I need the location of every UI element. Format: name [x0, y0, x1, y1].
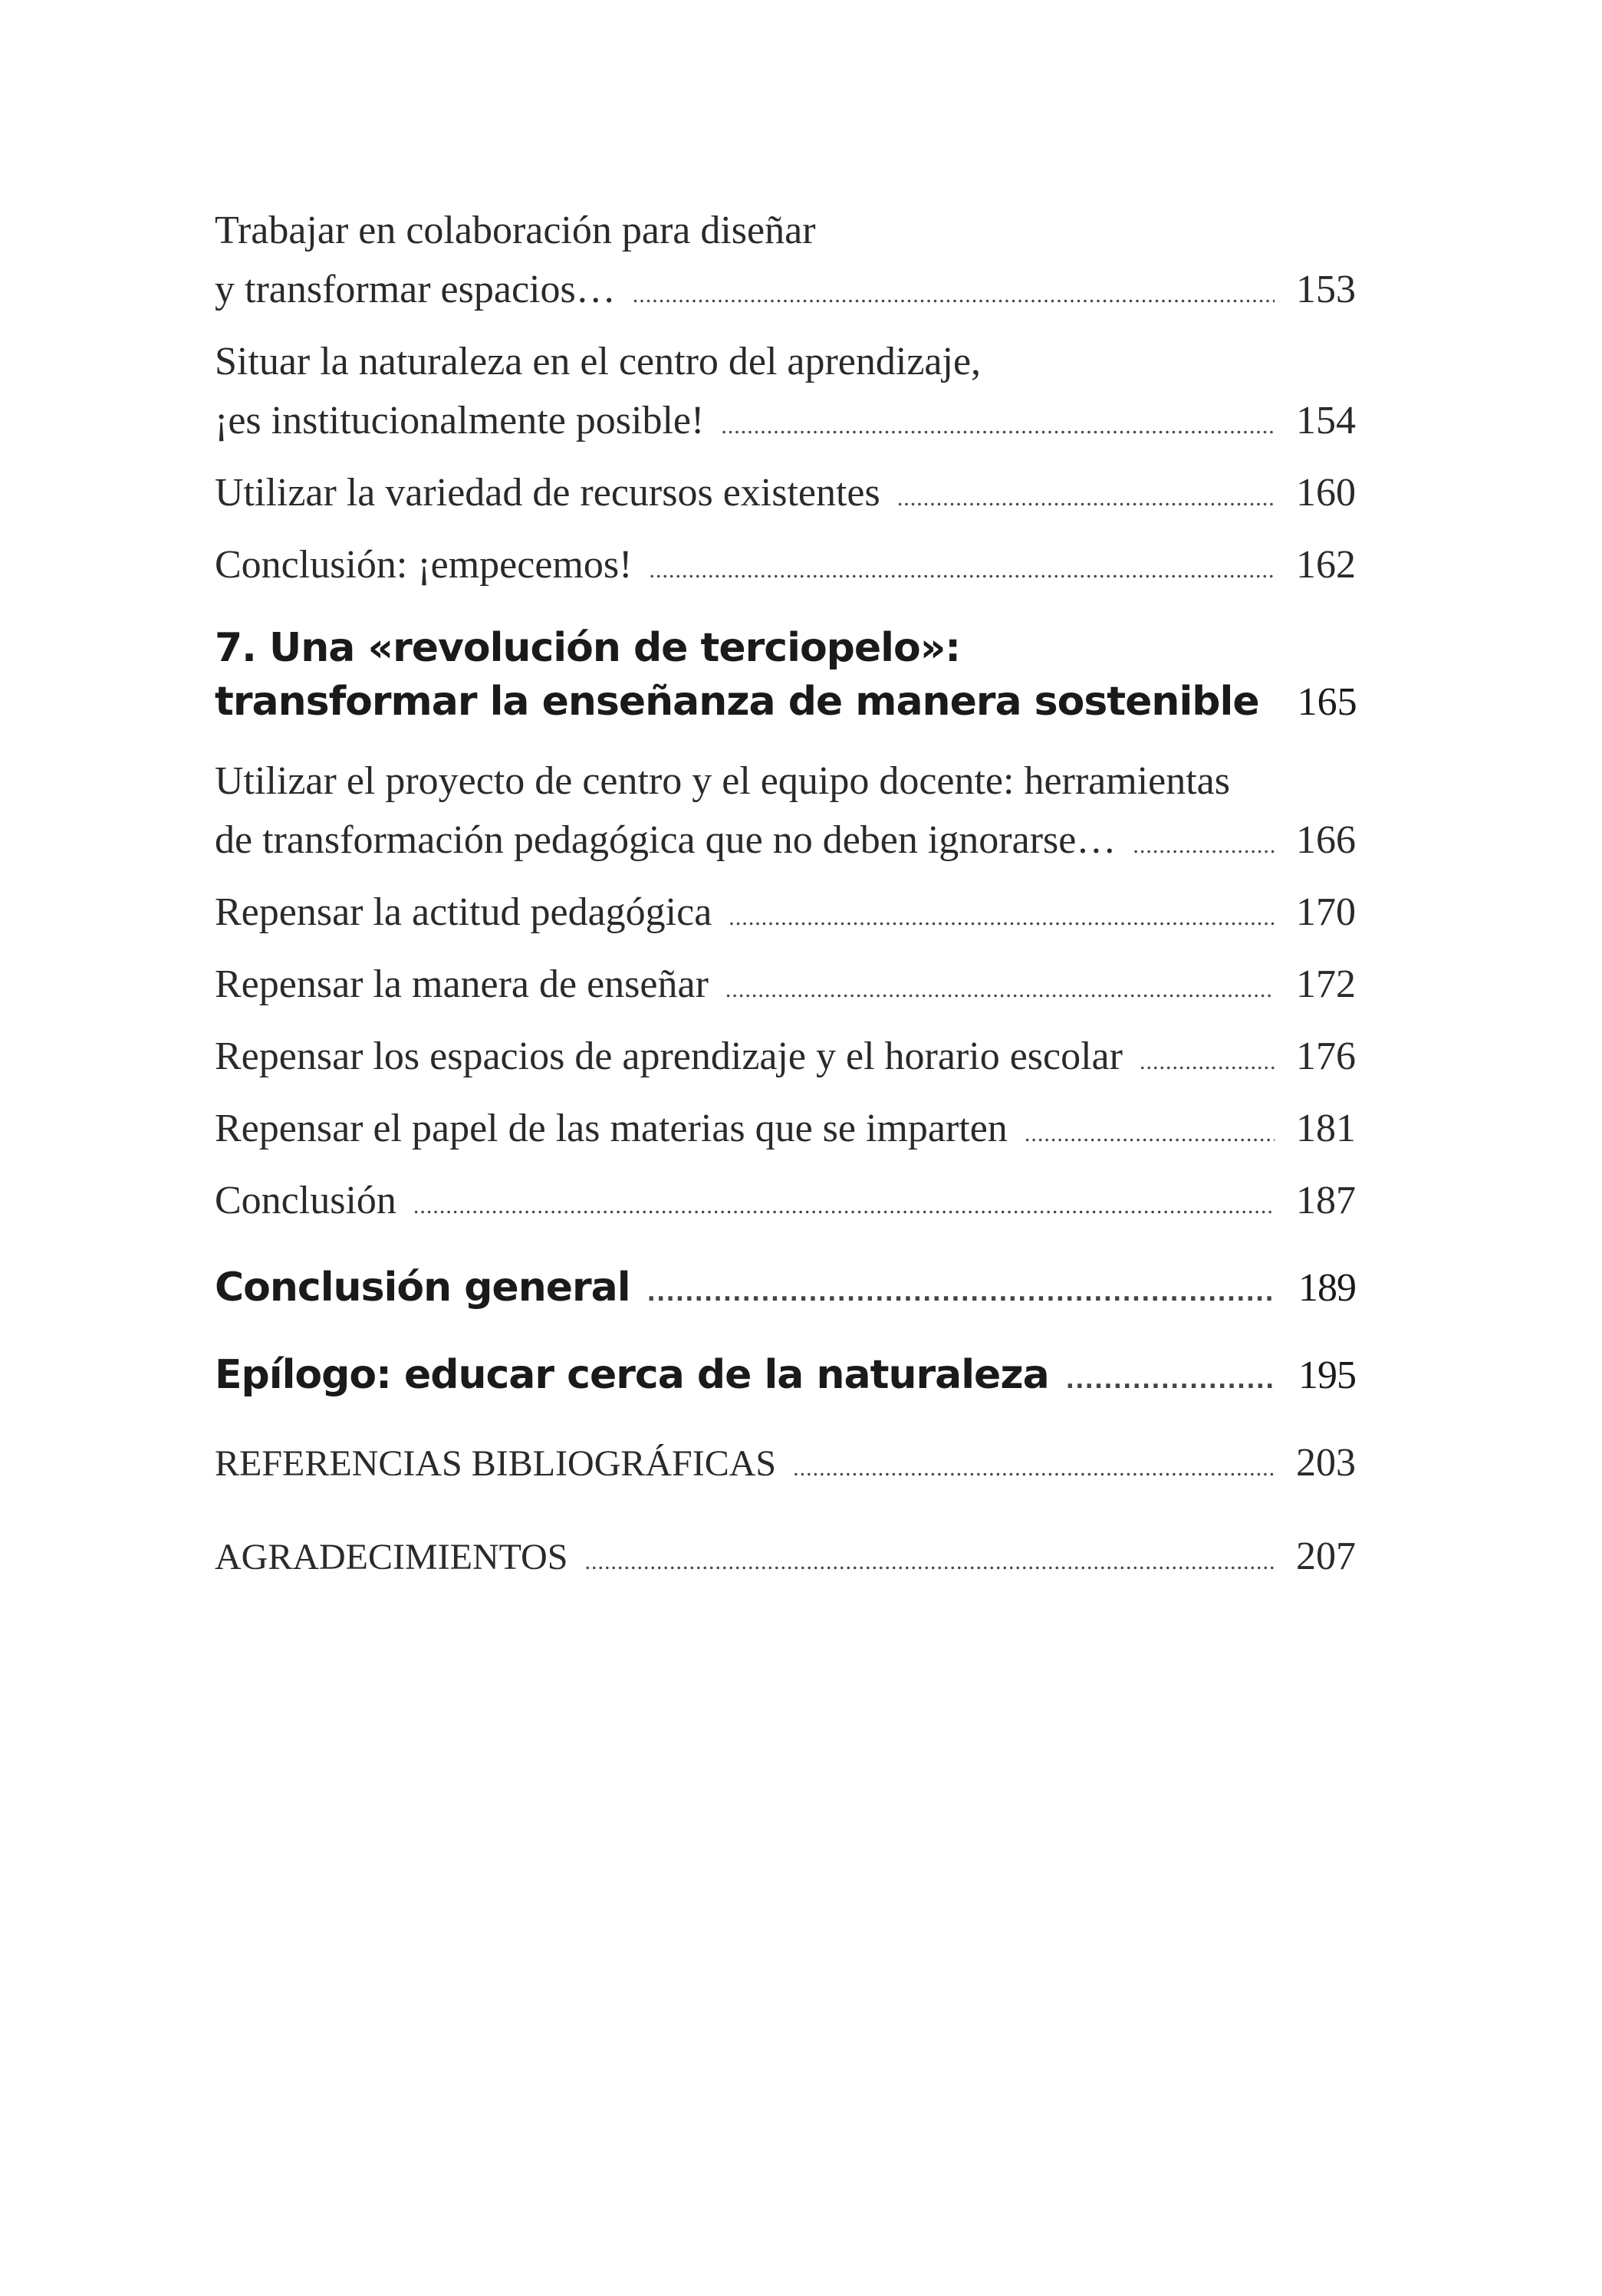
dot-leader	[413, 1176, 1275, 1235]
dot-leader	[633, 265, 1275, 324]
toc-entry-title: Repensar la actitud pedagógica	[215, 890, 712, 934]
major-heading-conclusion	[215, 1258, 1356, 1323]
dot-leader	[647, 1264, 1275, 1323]
toc-entry-title: ¡es institucionalmente posible!	[215, 399, 705, 442]
major-heading-title: Conclusión general	[215, 1265, 630, 1311]
toc-entry	[215, 955, 1356, 1019]
toc-entry-agradecimientos	[215, 1527, 1356, 1591]
toc-entry-title-line1: Situar la naturaleza en el centro del aprendizaje,	[215, 340, 982, 383]
toc-entry	[215, 752, 1356, 875]
toc-entry	[215, 332, 1356, 456]
page-number: 203	[1296, 1441, 1356, 1485]
toc-entry-title: y transformar espacios…	[215, 268, 616, 311]
toc-entry-title: de transformación pedagógica que no deben ignorarse…	[215, 818, 1117, 862]
dot-leader	[725, 960, 1275, 1019]
page-number: 172	[1296, 962, 1356, 1006]
toc-entry-title: AGRADECIMIENTOS	[215, 1537, 568, 1577]
chapter-title-line2: transformar la enseñanza de manera sostenible	[215, 679, 1259, 725]
toc-entry-title-line1: Utilizar el proyecto de centro y el equipo docente: herramientas	[215, 759, 1230, 803]
toc-entry-title-line1: Trabajar en colaboración para diseñar	[215, 209, 816, 252]
page-number: 166	[1296, 818, 1356, 862]
toc-entry	[215, 1171, 1356, 1235]
page-number: 187	[1296, 1179, 1356, 1222]
dot-leader	[897, 469, 1275, 528]
dot-leader	[1133, 816, 1275, 875]
dot-leader	[1025, 1104, 1275, 1163]
toc-entry	[215, 535, 1356, 600]
dot-leader	[793, 1439, 1275, 1498]
toc-entry-title: REFERENCIAS BIBLIOGRÁFICAS	[215, 1443, 777, 1484]
dot-leader	[1066, 1351, 1275, 1410]
dot-leader	[649, 541, 1275, 600]
toc-entry	[215, 1099, 1356, 1163]
toc-entry-title: Repensar los espacios de aprendizaje y el horario escolar	[215, 1035, 1123, 1078]
dot-leader	[1140, 1032, 1275, 1091]
table-of-contents	[215, 201, 1356, 1620]
dot-leader	[584, 1532, 1275, 1591]
major-heading-epilogo	[215, 1346, 1356, 1410]
major-heading-title: Epílogo: educar cerca de la naturaleza	[215, 1352, 1049, 1398]
page-number: 154	[1296, 399, 1356, 442]
dot-leader	[729, 888, 1275, 947]
toc-entry-referencias	[215, 1433, 1356, 1498]
chapter-title-line1: 7. Una «revolución de terciopelo»:	[215, 625, 961, 671]
page-number: 153	[1296, 268, 1356, 311]
page-number: 170	[1296, 890, 1356, 934]
toc-entry-title: Utilizar la variedad de recursos existentes	[215, 471, 880, 515]
toc-entry	[215, 463, 1356, 528]
toc-entry-title: Conclusión: ¡empecemos!	[215, 543, 633, 587]
chapter-heading	[215, 621, 1356, 735]
page-number: 189	[1298, 1266, 1356, 1310]
toc-entry	[215, 1027, 1356, 1091]
page-number: 181	[1296, 1107, 1356, 1150]
page-number: 162	[1296, 543, 1356, 587]
page-number: 160	[1296, 471, 1356, 515]
page-number: 195	[1298, 1354, 1356, 1397]
dot-leader	[721, 396, 1275, 456]
toc-entry-title: Repensar el papel de las materias que se imparten	[215, 1107, 1008, 1150]
toc-entry-title: Conclusión	[215, 1179, 396, 1222]
page-number: 176	[1296, 1035, 1356, 1078]
page-number: 207	[1296, 1535, 1356, 1578]
page-number: 165	[1297, 680, 1357, 724]
toc-entry	[215, 883, 1356, 947]
toc-entry-title: Repensar la manera de enseñar	[215, 962, 709, 1006]
toc-entry	[215, 201, 1356, 324]
